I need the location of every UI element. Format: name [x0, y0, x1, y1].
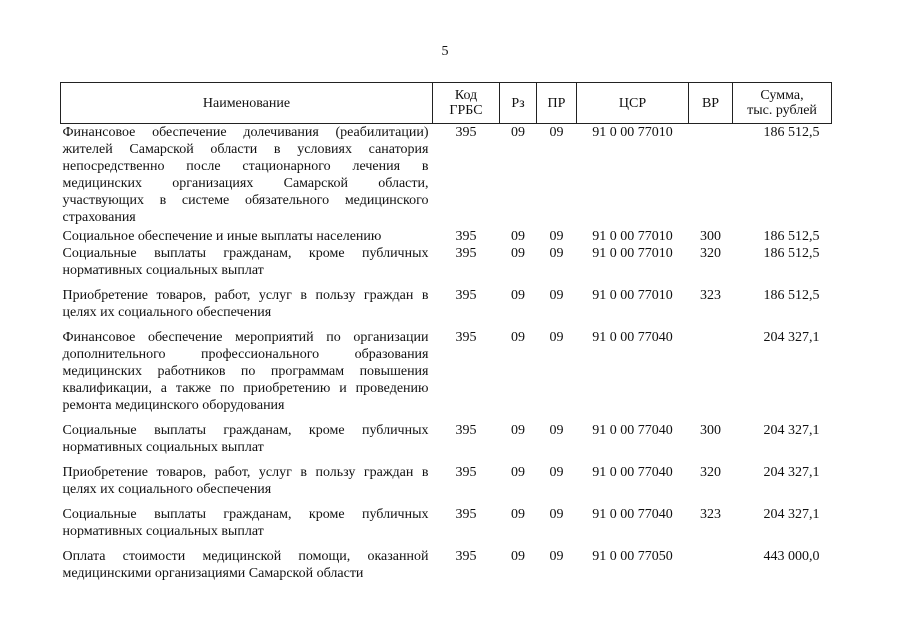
row-name: Приобретение товаров, работ, услуг в пользу граждан в целях их социального обеспечения — [62, 288, 429, 320]
row-name: Социальные выплаты гражданам, кроме публичных нормативных социальных выплат — [62, 246, 429, 278]
row-csr: 91 0 00 77040 — [592, 330, 673, 345]
row-grbs: 395 — [455, 246, 477, 261]
header-sum: Сумма, тыс. рублей — [733, 83, 832, 124]
row-pr: 09 — [549, 229, 564, 244]
row-vr: 323 — [700, 288, 721, 303]
row-pr: 09 — [549, 246, 564, 261]
row-grbs: 395 — [455, 423, 477, 438]
row-csr: 91 0 00 77010 — [592, 125, 673, 140]
row-sum: 443 000,0 — [763, 549, 820, 564]
row-name: Социальное обеспечение и иные выплаты населению — [62, 229, 382, 244]
row-vr: 300 — [700, 229, 721, 244]
row-vr — [689, 540, 733, 582]
row-name: Приобретение товаров, работ, услуг в пользу граждан в целях их социального обеспечения — [62, 465, 429, 497]
budget-table — [60, 82, 832, 582]
table-row — [61, 226, 832, 245]
row-rz: 09 — [511, 423, 525, 438]
row-vr: 300 — [700, 423, 721, 438]
table-row — [61, 414, 832, 456]
row-rz: 09 — [511, 246, 525, 261]
row-csr: 91 0 00 77050 — [592, 549, 673, 564]
row-sum: 204 327,1 — [763, 507, 820, 522]
row-rz: 09 — [511, 549, 525, 564]
row-sum: 204 327,1 — [763, 465, 820, 480]
row-name: Финансовое обеспечение мероприятий по организации дополнительного профессионального образования медицинских работников по программам повышения квалификации, а также по приобретению и проведению ремонта медицинского оборудования — [62, 330, 429, 413]
table-header — [61, 83, 832, 124]
row-name: Финансовое обеспечение долечивания (реабилитации) жителей Самарской области в условиях санатория непосредственно после стационарного лечения в медицинских организациях Самарской области, участвующих в системе обязательного медицинского страхования — [62, 125, 429, 225]
row-rz: 09 — [511, 465, 525, 480]
header-rz: Рз — [500, 83, 537, 124]
row-sum: 186 512,5 — [763, 246, 820, 261]
row-grbs: 395 — [455, 330, 477, 345]
row-sum: 186 512,5 — [763, 288, 820, 303]
row-rz: 09 — [511, 125, 525, 140]
row-rz: 09 — [511, 507, 525, 522]
table-row — [61, 124, 832, 227]
row-pr: 09 — [549, 507, 564, 522]
table-row — [61, 498, 832, 540]
row-grbs: 395 — [455, 288, 477, 303]
table-row — [61, 456, 832, 498]
row-name: Социальные выплаты гражданам, кроме публичных нормативных социальных выплат — [62, 507, 429, 539]
row-csr: 91 0 00 77040 — [592, 423, 673, 438]
header-csr: ЦСР — [577, 83, 689, 124]
table-row — [61, 540, 832, 582]
row-rz: 09 — [511, 229, 525, 244]
row-csr: 91 0 00 77040 — [592, 465, 673, 480]
row-sum: 186 512,5 — [763, 229, 820, 244]
row-csr: 91 0 00 77040 — [592, 507, 673, 522]
row-pr: 09 — [549, 423, 564, 438]
row-pr: 09 — [549, 465, 564, 480]
row-sum: 204 327,1 — [763, 330, 820, 345]
row-vr: 320 — [700, 246, 721, 261]
row-grbs: 395 — [455, 465, 477, 480]
row-vr — [689, 321, 733, 414]
table-row — [61, 321, 832, 414]
row-csr: 91 0 00 77010 — [592, 288, 673, 303]
row-vr: 320 — [700, 465, 721, 480]
header-grbs: Код ГРБС — [433, 83, 500, 124]
row-pr: 09 — [549, 549, 564, 564]
row-pr: 09 — [549, 330, 564, 345]
row-rz: 09 — [511, 288, 525, 303]
page-number: 5 — [441, 44, 449, 59]
row-name: Социальные выплаты гражданам, кроме публичных нормативных социальных выплат — [62, 423, 429, 455]
row-rz: 09 — [511, 330, 525, 345]
row-vr: 323 — [700, 507, 721, 522]
row-csr: 91 0 00 77010 — [592, 246, 673, 261]
row-grbs: 395 — [455, 507, 477, 522]
row-name: Оплата стоимости медицинской помощи, оказанной медицинскими организациями Самарской области — [62, 549, 429, 581]
header-pr: ПР — [537, 83, 577, 124]
header-name: Наименование — [61, 83, 433, 124]
row-pr: 09 — [549, 288, 564, 303]
row-grbs: 395 — [455, 125, 477, 140]
row-sum: 204 327,1 — [763, 423, 820, 438]
row-sum: 186 512,5 — [763, 125, 820, 140]
row-grbs: 395 — [455, 229, 477, 244]
row-vr — [689, 124, 733, 227]
row-pr: 09 — [549, 125, 564, 140]
table-row — [61, 279, 832, 321]
row-grbs: 395 — [455, 549, 477, 564]
row-csr: 91 0 00 77010 — [592, 229, 673, 244]
header-vr: ВР — [689, 83, 733, 124]
table-row — [61, 245, 832, 279]
